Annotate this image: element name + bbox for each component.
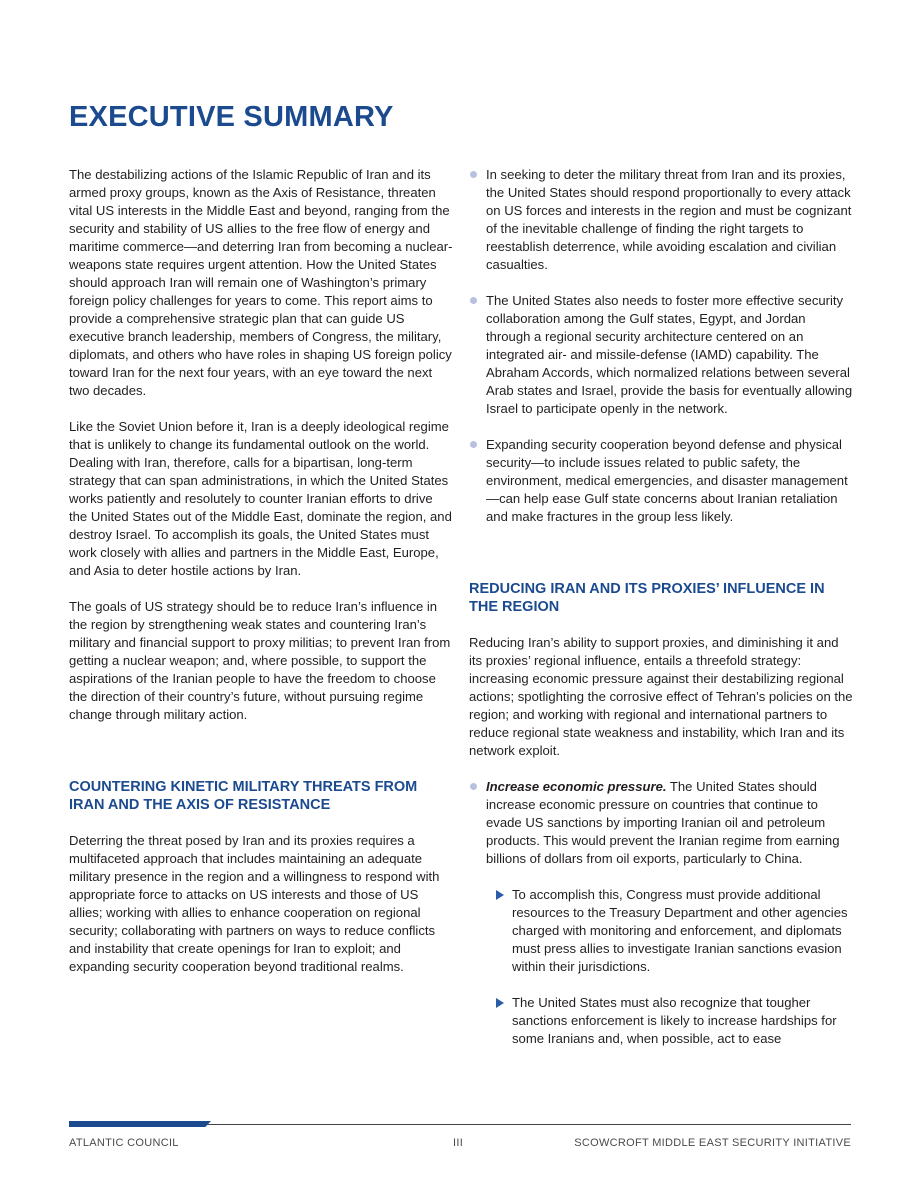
sub-list-item — [486, 994, 853, 1048]
footer-publisher: ATLANTIC COUNCIL — [69, 1137, 179, 1149]
list-item — [469, 166, 853, 274]
footer-page-number: III — [453, 1137, 464, 1149]
paragraph-soviet-comparison: Like the Soviet Union before it, Iran is a deeply ideological regime that is unlikely to change its fundamental outlook on the world. Dealing with Iran, therefore, calls for a bipartisan, long-term strategy that can span administrations, in which the United States works patiently and resolutely to counter Iranian efforts to drive the United States out of the Middle East, dominate the region, and destroy Israel. To accomplish its goals, the United States must work closely with allies and partners in the Middle East, Europe, and Asia to deter hostile actions by Iran. — [69, 419, 452, 578]
list-item — [469, 436, 853, 526]
section-heading-kinetic-threats: COUNTERING KINETIC MILITARY THREATS FROM IRAN AND THE AXIS OF RESISTANCE — [69, 779, 418, 813]
footer-accent-bar — [69, 1121, 211, 1127]
list-item-text: Expanding security cooperation beyond defense and physical security—to include issues related to public safety, the environment, medical emergencies, and disaster management—can help ease Gulf state concerns about Iranian retaliation and make fractures in the group less likely. — [486, 437, 848, 524]
right-column — [469, 166, 853, 1066]
bullet-dot-icon — [470, 441, 477, 448]
list-item-text: The United States should increase economic pressure on countries that continue to evade US sanctions by importing Iranian oil and petroleum products. This would prevent the Iranian regime from earning billions of dollars from oil exports, particularly to China. — [486, 779, 840, 866]
list-item-text: The United States also needs to foster more effective security collaboration among the Gulf states, Egypt, and Jordan through a regional security architecture centered on an integrated air- and missile-defense (IAMD) capability. The Abraham Accords, which normalized relations between several Arab states and Israel, provide the basis for eventually allowing Israel to participate openly in the network. — [486, 293, 853, 416]
bullet-dot-icon — [470, 297, 477, 304]
bullet-lead-text: Increase economic pressure. — [486, 779, 667, 794]
sub-list-item-text: To accomplish this, Congress must provide additional resources to the Treasury Department and other agencies charged with monitoring and enforcement, and diplomats must press allies to investigate Iranian sanctions evasion within their jurisdictions. — [512, 887, 848, 974]
sub-list-item — [486, 886, 853, 976]
sub-bullet-list — [486, 886, 853, 1048]
section-heading-reducing-influence: REDUCING IRAN AND ITS PROXIES’ INFLUENCE IN THE REGION — [469, 581, 825, 615]
paragraph-threefold-strategy: Reducing Iran’s ability to support proxies, and diminishing it and its proxies’ regional influence, entails a threefold strategy: increasing economic pressure against their destabilizing regional actions; spotlighting the corrosive effect of Tehran’s policies on the region; and working with regional and international partners to reduce regional state weakness and instability, which Iran and its network exploit. — [469, 635, 853, 758]
triangle-bullet-icon — [496, 890, 504, 900]
footer-initiative: SCOWCROFT MIDDLE EAST SECURITY INITIATIVE — [574, 1137, 851, 1149]
sub-list-item-text: The United States must also recognize that tougher sanctions enforcement is likely to increase hardships for some Iranians and, when possible, act to ease — [512, 995, 837, 1046]
paragraph-intro: The destabilizing actions of the Islamic Republic of Iran and its armed proxy groups, known as the Axis of Resistance, threaten vital US interests in the Middle East and beyond, ranging from the security and stability of US allies to the free flow of energy and maritime commerce—and deterring Iran from becoming a nuclear-weapons state requires urgent attention. How the United States should approach Iran will remain one of Washington’s primary foreign policy challenges for years to come. This report aims to provide a comprehensive strategic plan that can guide US executive branch leadership, members of Congress, the military, diplomats, and others who have roles in shaping US foreign policy toward Iran for the next four years, with an eye toward the next two decades. — [69, 167, 453, 398]
page-title: EXECUTIVE SUMMARY — [69, 101, 394, 133]
paragraph-deterring-threat: Deterring the threat posed by Iran and its proxies requires a multifaceted approach that includes maintaining an adequate military presence in the region and a willingness to respond with appropriate force to attacks on US interests and those of US allies; working with allies to enhance cooperation on regional security; collaborating with partners on ways to reduce conflicts and instability that create openings for Iran to exploit; and expanding security cooperation beyond traditional realms. — [69, 833, 440, 974]
deterrence-bullet-list — [469, 166, 853, 526]
bullet-dot-icon — [470, 171, 477, 178]
economic-pressure-list — [469, 778, 853, 1048]
list-item-text: In seeking to deter the military threat from Iran and its proxies, the United States should respond proportionally to every attack on US forces and interests in the region and must be cognizant of the inevitable challenge of finding the right targets to reestablish deterrence, while avoiding escalation and civilian casualties. — [486, 167, 852, 272]
left-column — [69, 166, 454, 994]
list-item — [469, 778, 853, 1048]
triangle-bullet-icon — [496, 998, 504, 1008]
bullet-dot-icon — [470, 783, 477, 790]
paragraph-strategy-goals: The goals of US strategy should be to reduce Iran’s influence in the region by strengthening weak states and countering Iran’s military and financial support to proxy militias; to prevent Iran from getting a nuclear weapon; and, where possible, to support the aspirations of the Iranian people to have the freedom to choose the direction of their country’s future, without pursuing regime change through military action. — [69, 599, 451, 722]
list-item — [469, 292, 853, 418]
